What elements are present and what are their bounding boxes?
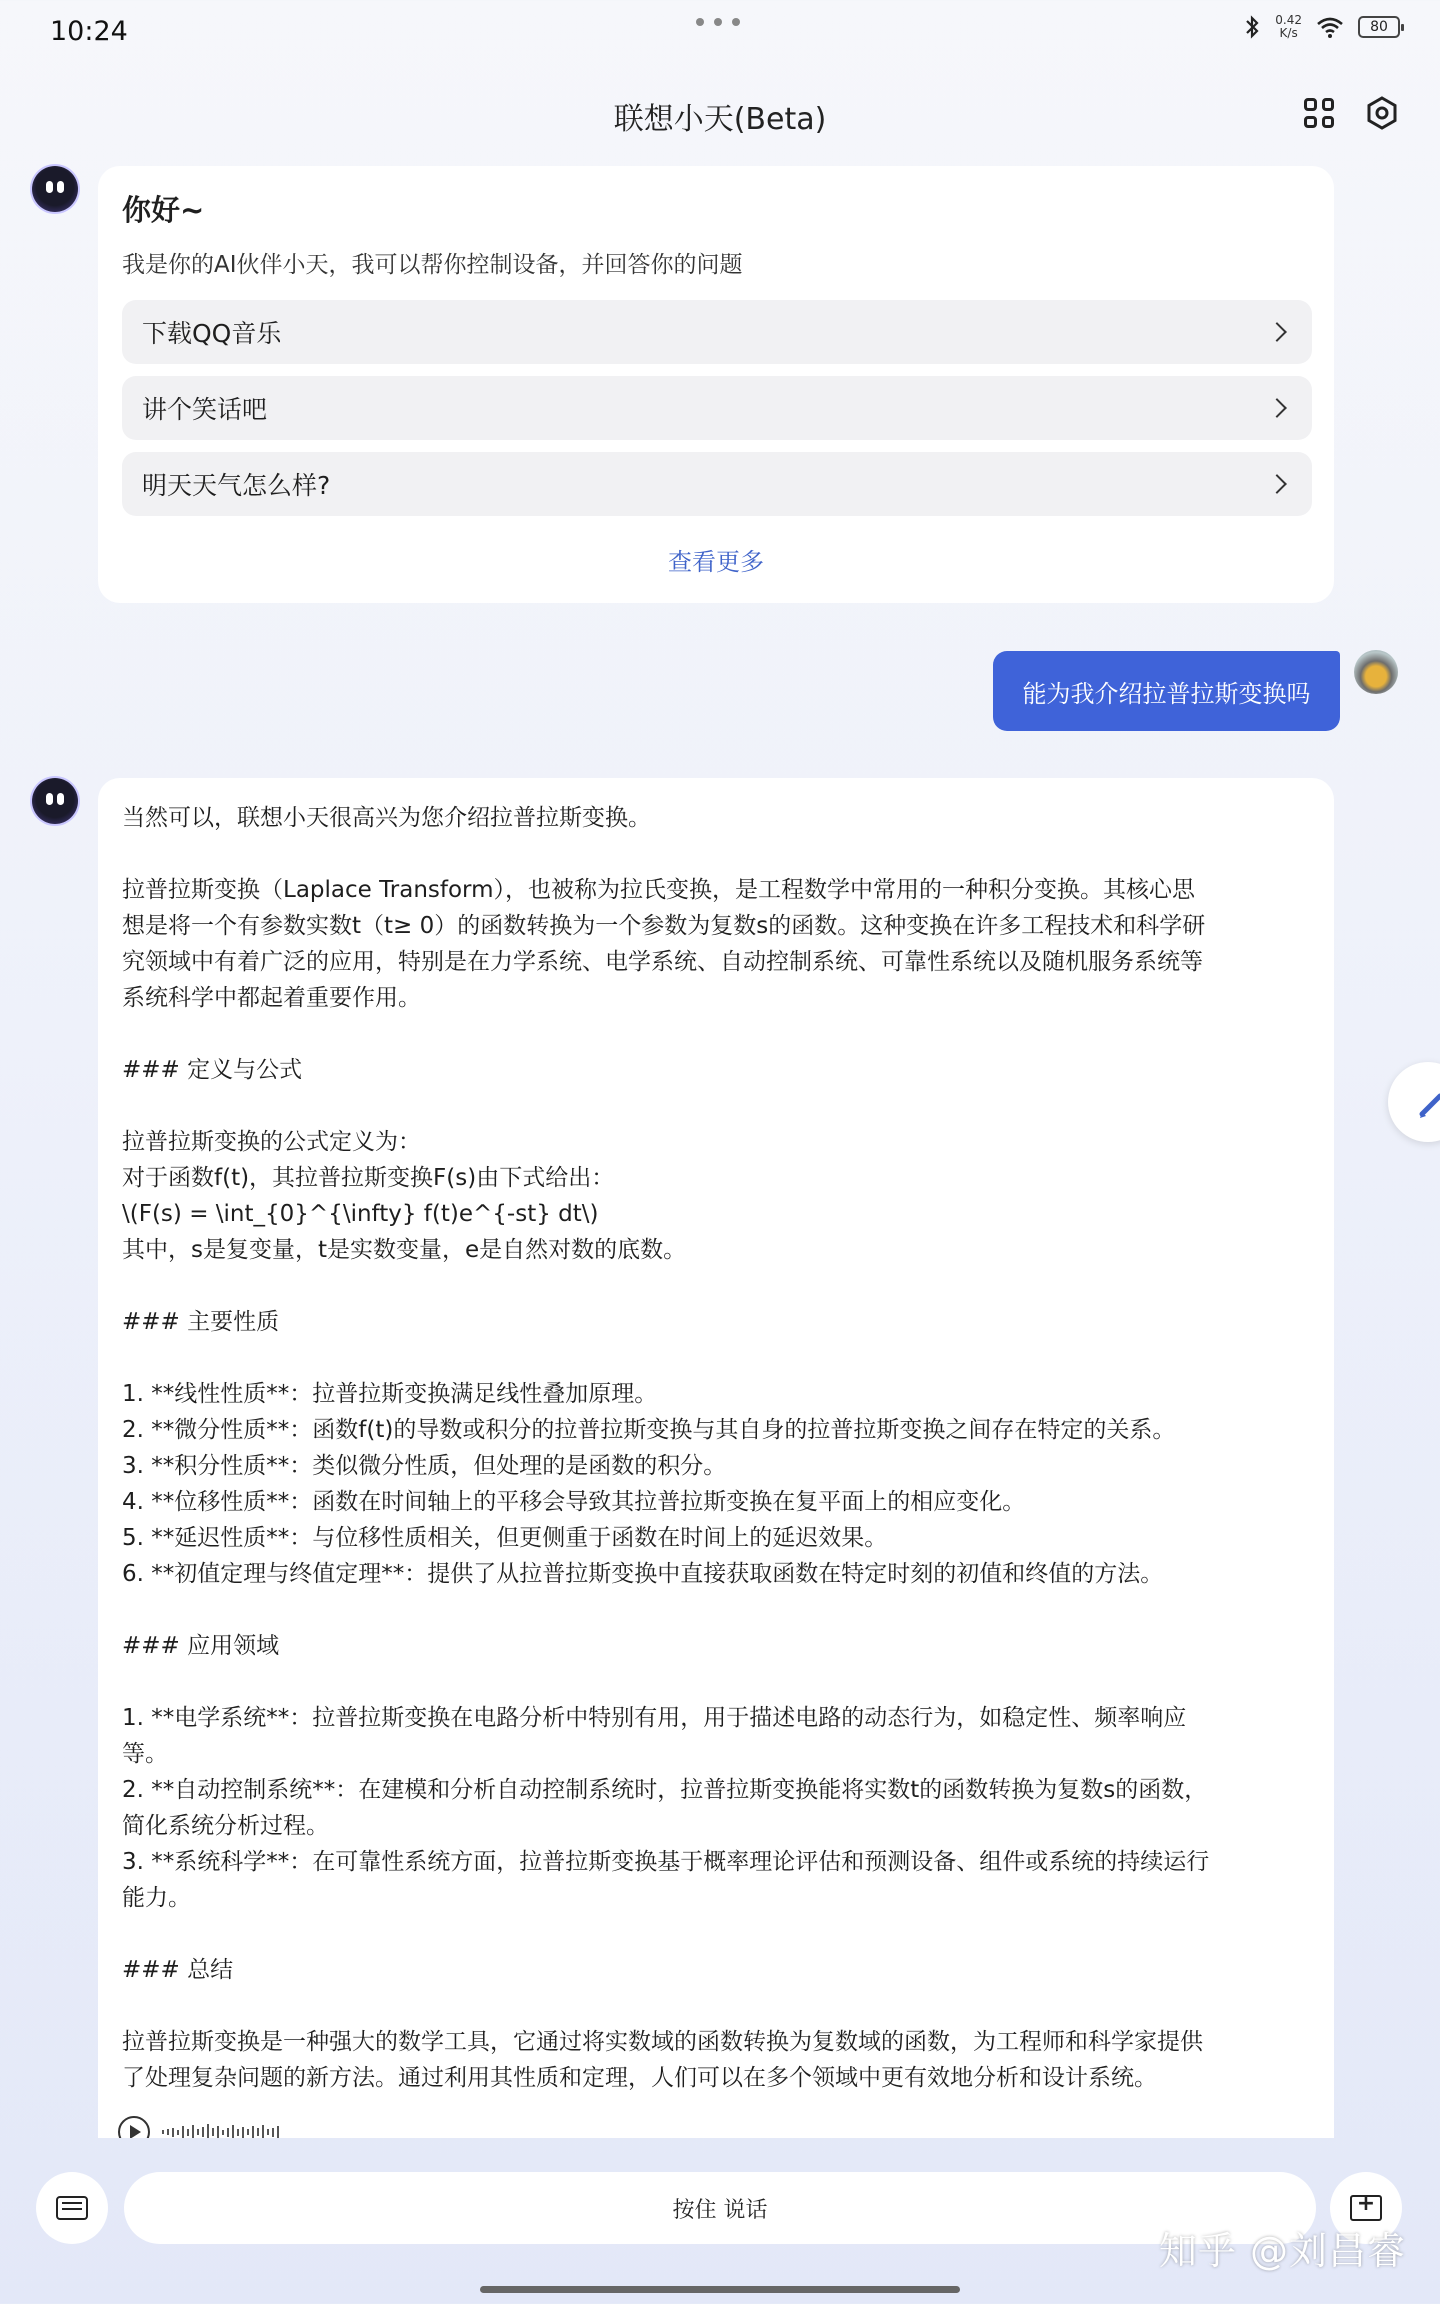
suggestion-label: 讲个笑话吧 <box>142 395 268 424</box>
waveform-bar <box>212 2128 214 2136</box>
waveform-bar <box>277 2126 279 2138</box>
answer-line: 了处理复杂问题的新方法。通过利用其性质和定理，人们可以在多个领域中更有效地分析和设计系统。 <box>122 2065 1157 2091</box>
home-indicator[interactable] <box>480 2286 960 2293</box>
battery-level: 80 <box>1370 19 1388 35</box>
add-file-icon <box>1350 2195 1382 2221</box>
waveform-bar <box>162 2130 164 2134</box>
wifi-icon <box>1316 16 1344 38</box>
waveform-bar <box>182 2126 184 2138</box>
answer-line: 拉普拉斯变换是一种强大的数学工具，它通过将实数域的函数转换为复数域的函数，为工程师和科学家提供 <box>122 2029 1203 2055</box>
waveform-bar <box>227 2128 229 2137</box>
edit-pen-icon <box>1388 1062 1440 1142</box>
answer-line: 2. **微分性质**：函数f(t)的导数或积分的拉普拉斯变换与其自身的拉普拉斯变换之间存在特定的关系。 <box>122 1417 1176 1443</box>
status-bar <box>0 0 1440 64</box>
answer-line: 其中，s是复变量，t是实数变量，e是自然对数的底数。 <box>122 1237 687 1263</box>
answer-line: 6. **初值定理与终值定理**：提供了从拉普拉斯变换中直接获取函数在特定时刻的初值和终值的方法。 <box>122 1561 1164 1587</box>
answer-blank-line <box>122 1016 1312 1052</box>
answer-line: 4. **位移性质**：函数在时间轴上的平移会导致其拉普拉斯变换在复平面上的相应变化。 <box>122 1489 1026 1515</box>
answer-line: \(F(s) = \int_{0}^{\infty} f(t)e^{-st} dt\) <box>122 1201 599 1227</box>
waveform-bar <box>172 2128 174 2137</box>
welcome-card <box>98 166 1334 603</box>
waveform-bar <box>257 2128 259 2136</box>
net-speed-value: 0.42 <box>1275 13 1302 27</box>
keyboard-icon <box>56 2196 88 2220</box>
user-message-bubble: 能为我介绍拉普拉斯变换吗 <box>993 651 1340 731</box>
waveform-bar <box>272 2128 274 2137</box>
chevron-right-icon <box>1267 398 1287 418</box>
answer-blank-line <box>122 1988 1312 2024</box>
answer-line: 究领域中有着广泛的应用，特别是在力学系统、电学系统、自动控制系统、可靠性系统以及随机服务系统等 <box>122 949 1203 975</box>
grid-icon[interactable] <box>1304 98 1334 128</box>
assistant-avatar <box>32 778 78 824</box>
answer-line: 能力。 <box>122 1885 191 1911</box>
answer-line: 1. **电学系统**：拉普拉斯变换在电路分析中特别有用，用于描述电路的动态行为，如稳定性、频率响应 <box>122 1705 1187 1731</box>
answer-line: 3. **系统科学**：在可靠性系统方面，拉普拉斯变换基于概率理论评估和预测设备、组件或系统的持续运行 <box>122 1849 1210 1875</box>
suggestion-label: 明天天气怎么样? <box>142 471 331 500</box>
answer-line: 简化系统分析过程。 <box>122 1813 329 1839</box>
waveform-bar <box>217 2126 219 2138</box>
answer-blank-line <box>122 1340 1312 1376</box>
answer-line: 5. **延迟性质**：与位移性质相关，但更侧重于函数在时间上的延迟效果。 <box>122 1525 888 1551</box>
battery-icon <box>1358 16 1400 38</box>
answer-text <box>122 800 1312 2096</box>
waveform-bar <box>187 2129 189 2136</box>
waveform-bar <box>207 2124 209 2138</box>
play-icon[interactable] <box>118 2116 150 2138</box>
chevron-right-icon <box>1267 322 1287 342</box>
waveform-bar <box>237 2129 239 2136</box>
answer-line: ### 总结 <box>122 1957 234 1983</box>
audio-player <box>118 2116 279 2138</box>
waveform-bar <box>202 2127 204 2137</box>
net-speed-unit: K/s <box>1279 26 1298 40</box>
answer-blank-line <box>122 1916 1312 1952</box>
answer-blank-line <box>122 1268 1312 1304</box>
waveform-bar <box>222 2130 224 2135</box>
waveform-bar <box>262 2125 264 2139</box>
status-right <box>1243 14 1400 40</box>
answer-line: ### 主要性质 <box>122 1309 280 1335</box>
keyboard-button[interactable] <box>36 2172 108 2244</box>
page-title: 联想小天(Beta) <box>613 102 827 137</box>
answer-line: 当然可以，联想小天很高兴为您介绍拉普拉斯变换。 <box>122 805 651 831</box>
title-bar <box>0 80 1440 146</box>
assistant-avatar <box>32 166 78 212</box>
answer-line: 系统科学中都起着重要作用。 <box>122 985 421 1011</box>
bluetooth-icon <box>1243 15 1261 39</box>
suggestion-item[interactable] <box>122 300 1312 364</box>
answer-line: 3. **积分性质**：类似微分性质，但处理的是函数的积分。 <box>122 1453 727 1479</box>
see-more-link[interactable]: 查看更多 <box>668 548 764 576</box>
welcome-intro: 我是你的AI伙伴小天，我可以帮你控制设备，并回答你的问题 <box>122 252 743 278</box>
answer-line: 2. **自动控制系统**：在建模和分析自动控制系统时，拉普拉斯变换能将实数t的函数转换为复数s的函数， <box>122 1777 1208 1803</box>
waveform-bar <box>242 2127 244 2138</box>
welcome-greeting: 你好~ <box>122 193 205 227</box>
waveform-bar <box>252 2126 254 2139</box>
status-time: 10:24 <box>50 16 128 47</box>
chevron-right-icon <box>1267 474 1287 494</box>
waveform-bar <box>177 2130 179 2135</box>
hold-to-talk-button[interactable]: 按住 说话 <box>124 2172 1316 2244</box>
answer-line: 对于函数f(t)，其拉普拉斯变换F(s)由下式给出： <box>122 1165 615 1191</box>
waveform-bar <box>167 2129 169 2135</box>
edit-button[interactable] <box>1388 1062 1440 1142</box>
waveform-bar <box>192 2125 194 2138</box>
answer-blank-line <box>122 836 1312 872</box>
answer-line: ### 应用领域 <box>122 1633 280 1659</box>
answer-line: 1. **线性性质**：拉普拉斯变换满足线性叠加原理。 <box>122 1381 658 1407</box>
answer-blank-line <box>122 1664 1312 1700</box>
multitask-dots-icon[interactable] <box>696 18 740 26</box>
network-speed <box>1275 14 1302 40</box>
waveform-bar <box>267 2129 269 2135</box>
answer-line: 拉普拉斯变换（Laplace Transform），也被称为拉氏变换，是工程数学中常用的一种积分变换。其核心思 <box>122 877 1196 903</box>
suggestion-item[interactable] <box>122 452 1312 516</box>
user-avatar <box>1354 650 1398 694</box>
assistant-answer-card <box>98 778 1334 2138</box>
answer-line: 想是将一个有参数实数t（t≥ 0）的函数转换为一个参数为复数s的函数。这种变换在许多工程技术和科学研 <box>122 913 1206 939</box>
suggestion-item[interactable] <box>122 376 1312 440</box>
answer-line: ### 定义与公式 <box>122 1057 303 1083</box>
waveform-bar <box>197 2129 199 2135</box>
audio-waveform <box>162 2122 279 2138</box>
settings-icon[interactable] <box>1364 95 1400 131</box>
answer-line: 拉普拉斯变换的公式定义为： <box>122 1129 421 1155</box>
answer-blank-line <box>122 1592 1312 1628</box>
suggestion-label: 下载QQ音乐 <box>142 319 282 348</box>
answer-blank-line <box>122 1088 1312 1124</box>
waveform-bar <box>232 2125 234 2138</box>
waveform-bar <box>247 2129 249 2135</box>
watermark: 知乎 @刘昌睿 <box>1158 2229 1406 2273</box>
answer-line: 等。 <box>122 1741 168 1767</box>
